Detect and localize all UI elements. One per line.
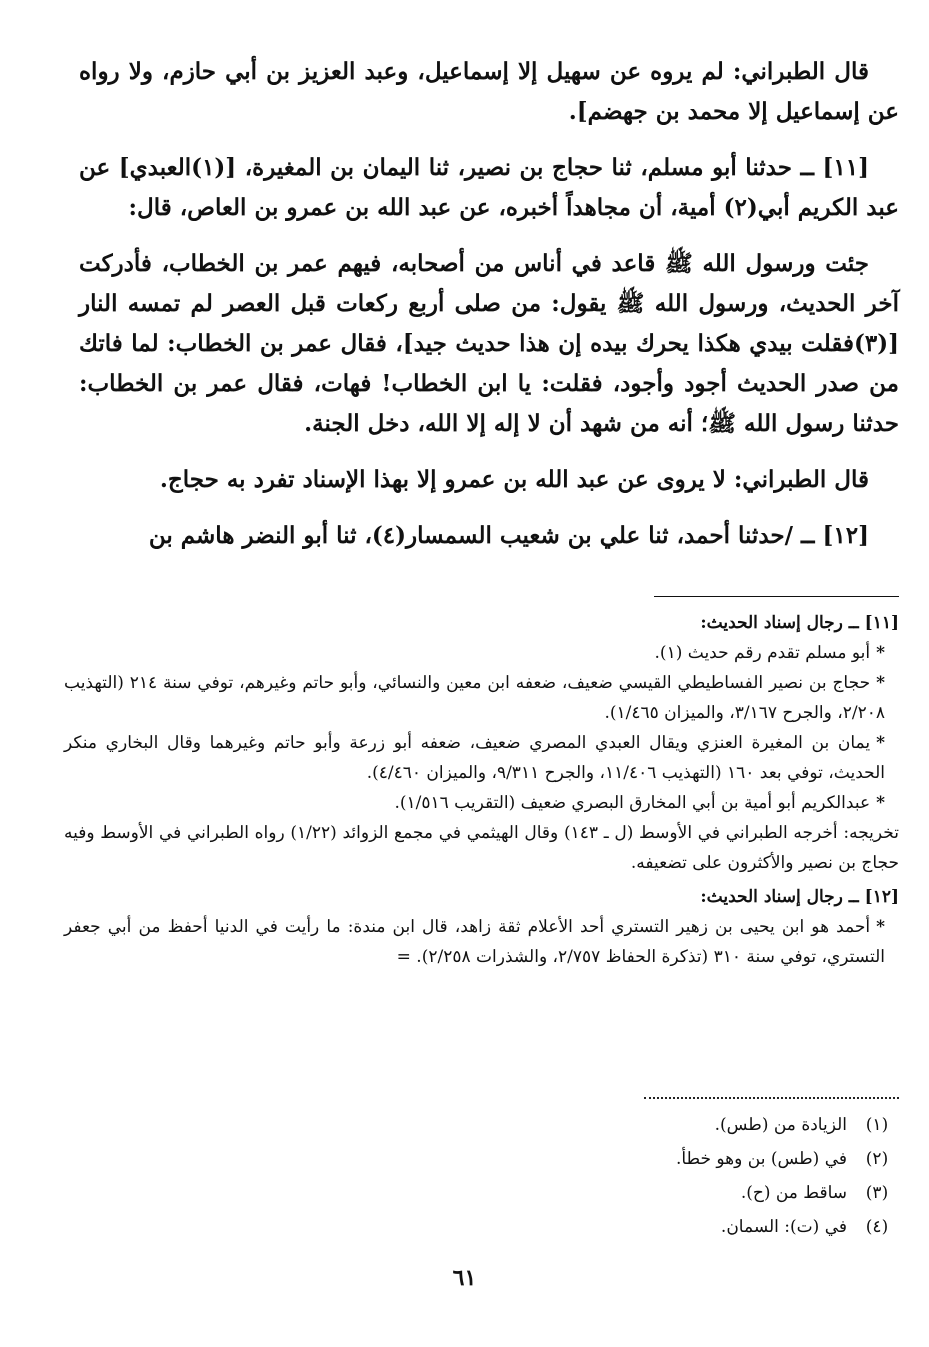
commentary-notes: [64, 608, 899, 972]
note-item-ahmad: [64, 912, 899, 972]
footnote-number: (٢): [865, 1149, 889, 1169]
takhrij-note: تخريجه: أخرجه الطبراني في الأوسط (ل ـ ١٤٣) وقال الهيثمي في مجمع الزوائد (١/٢٢) رواه الطبراني في الأوسط وفيه حجاج بن نصير والأكثرون على تضعيفه.: [64, 823, 899, 873]
main-text: [79, 52, 899, 556]
note-item-hajjaj: [64, 668, 899, 728]
note-item-abdulkarim: [64, 788, 899, 818]
note-text: أبو مسلم تقدم رقم حديث (١).: [654, 643, 871, 663]
footnotes-divider: [644, 1097, 899, 1099]
bullet-star-icon: *: [876, 643, 885, 663]
footnote-1: [507, 1108, 907, 1142]
footnote-2: [507, 1142, 907, 1176]
hadith-12-isnad: [١٢] ــ /حدثنا أحمد، ثنا علي بن شعيب السمسار(٤)، ثنا أبو النضر هاشم بن: [148, 522, 869, 549]
notes-heading-12: [١٢] ــ رجال إسناد الحديث:: [700, 887, 899, 907]
bullet-star-icon: *: [876, 793, 885, 813]
note-text: حجاج بن نصير الفساطيطي القيسي ضعيف، ضعفه ابن معين والنسائي، وأبو حاتم وغيرهم، توفي سنة ٢١٤ (التهذيب ٢/٢٠٨، والجرح ٣/١٦٧، والميزان ١/٤٦٥).: [64, 673, 885, 723]
hadith-11-isnad: [١١] ــ حدثنا أبو مسلم، ثنا حجاج بن نصير، ثنا اليمان بن المغيرة، [(١)العبدي] عن عبد الكريم أبي(٢) أمية، أن مجاهداً أخبره، عن عبد الله بن عمرو بن العاص، قال:: [79, 154, 899, 221]
bullet-star-icon: *: [876, 917, 885, 937]
footnote-3: [507, 1176, 907, 1210]
hadith-11-matn: جئت ورسول الله ﷺ قاعد في أناس من أصحابه، فيهم عمر بن الخطاب، فأدركت آخر الحديث، ورسول الله ﷺ يقول: من صلى أربع ركعات قبل العصر لم تمسه النار [(٣)فقلت بيدي هكذا يحرك بيده إن هذا حديث جيد]، فقال عمر بن الخطاب: لما فاتك من صدر الحديث أجود وأجود، فقلت: يا ابن الخطاب! فهات، فقال عمر بن الخطاب: حدثنا رسول الله ﷺ؛ أنه من شهد أن لا إله إلا الله، دخل الجنة.: [79, 250, 899, 437]
footnotes: [507, 1108, 907, 1244]
footnote-number: (٣): [865, 1183, 889, 1203]
note-text: أحمد هو ابن يحيى بن زهير التستري أحد الأعلام ثقة زاهد، قال ابن مندة: ما رأيت في الدنيا أحفظ من أبي جعفر التستري، توفي سنة ٣١٠ (تذكرة الحفاظ ٢/٧٥٧، والشذرات ٢/٢٥٨). =: [64, 917, 885, 967]
footnote-text: الزيادة من (طس).: [714, 1115, 847, 1135]
footnote-number: (١): [865, 1115, 889, 1135]
note-text: عبدالكريم أبو أمية بن أبي المخارق البصري ضعيف (التقريب ١/٥١٦).: [394, 793, 871, 813]
note-item-abu-muslim: [64, 638, 899, 668]
footnote-number: (٤): [865, 1217, 889, 1237]
footnote-text: في (طس) بن وهو خطأ.: [675, 1149, 847, 1169]
page-number: ٦١: [452, 1265, 477, 1291]
notes-divider: [654, 596, 899, 597]
note-item-yaman: [64, 728, 899, 788]
notes-heading-11: [١١] ــ رجال إسناد الحديث:: [700, 613, 899, 633]
paragraph-tabarani-comment-1: قال الطبراني: لم يروه عن سهيل إلا إسماعيل، وعبد العزيز بن أبي حازم، ولا رواه عن إسماعيل إلا محمد بن جهضم].: [79, 58, 899, 125]
note-text: يمان بن المغيرة العنزي ويقال العبدي المصري ضعيف، ضعفه أبو زرعة وأبو حاتم وغيرهما وقال البخاري منكر الحديث، توفي بعد ١٦٠ (التهذيب ١١/٤٠٦، والجرح ٩/٣١١، والميزان ٤/٤٦٠).: [64, 733, 885, 783]
bullet-star-icon: *: [876, 673, 885, 693]
footnote-text: في (ت): السمان.: [720, 1217, 847, 1237]
paragraph-tabarani-comment-2: قال الطبراني: لا يروى عن عبد الله بن عمرو إلا بهذا الإسناد تفرد به حجاج.: [159, 466, 869, 493]
footnote-4: [507, 1210, 907, 1244]
bullet-star-icon: *: [876, 733, 885, 753]
footnote-text: ساقط من (ح).: [740, 1183, 847, 1203]
